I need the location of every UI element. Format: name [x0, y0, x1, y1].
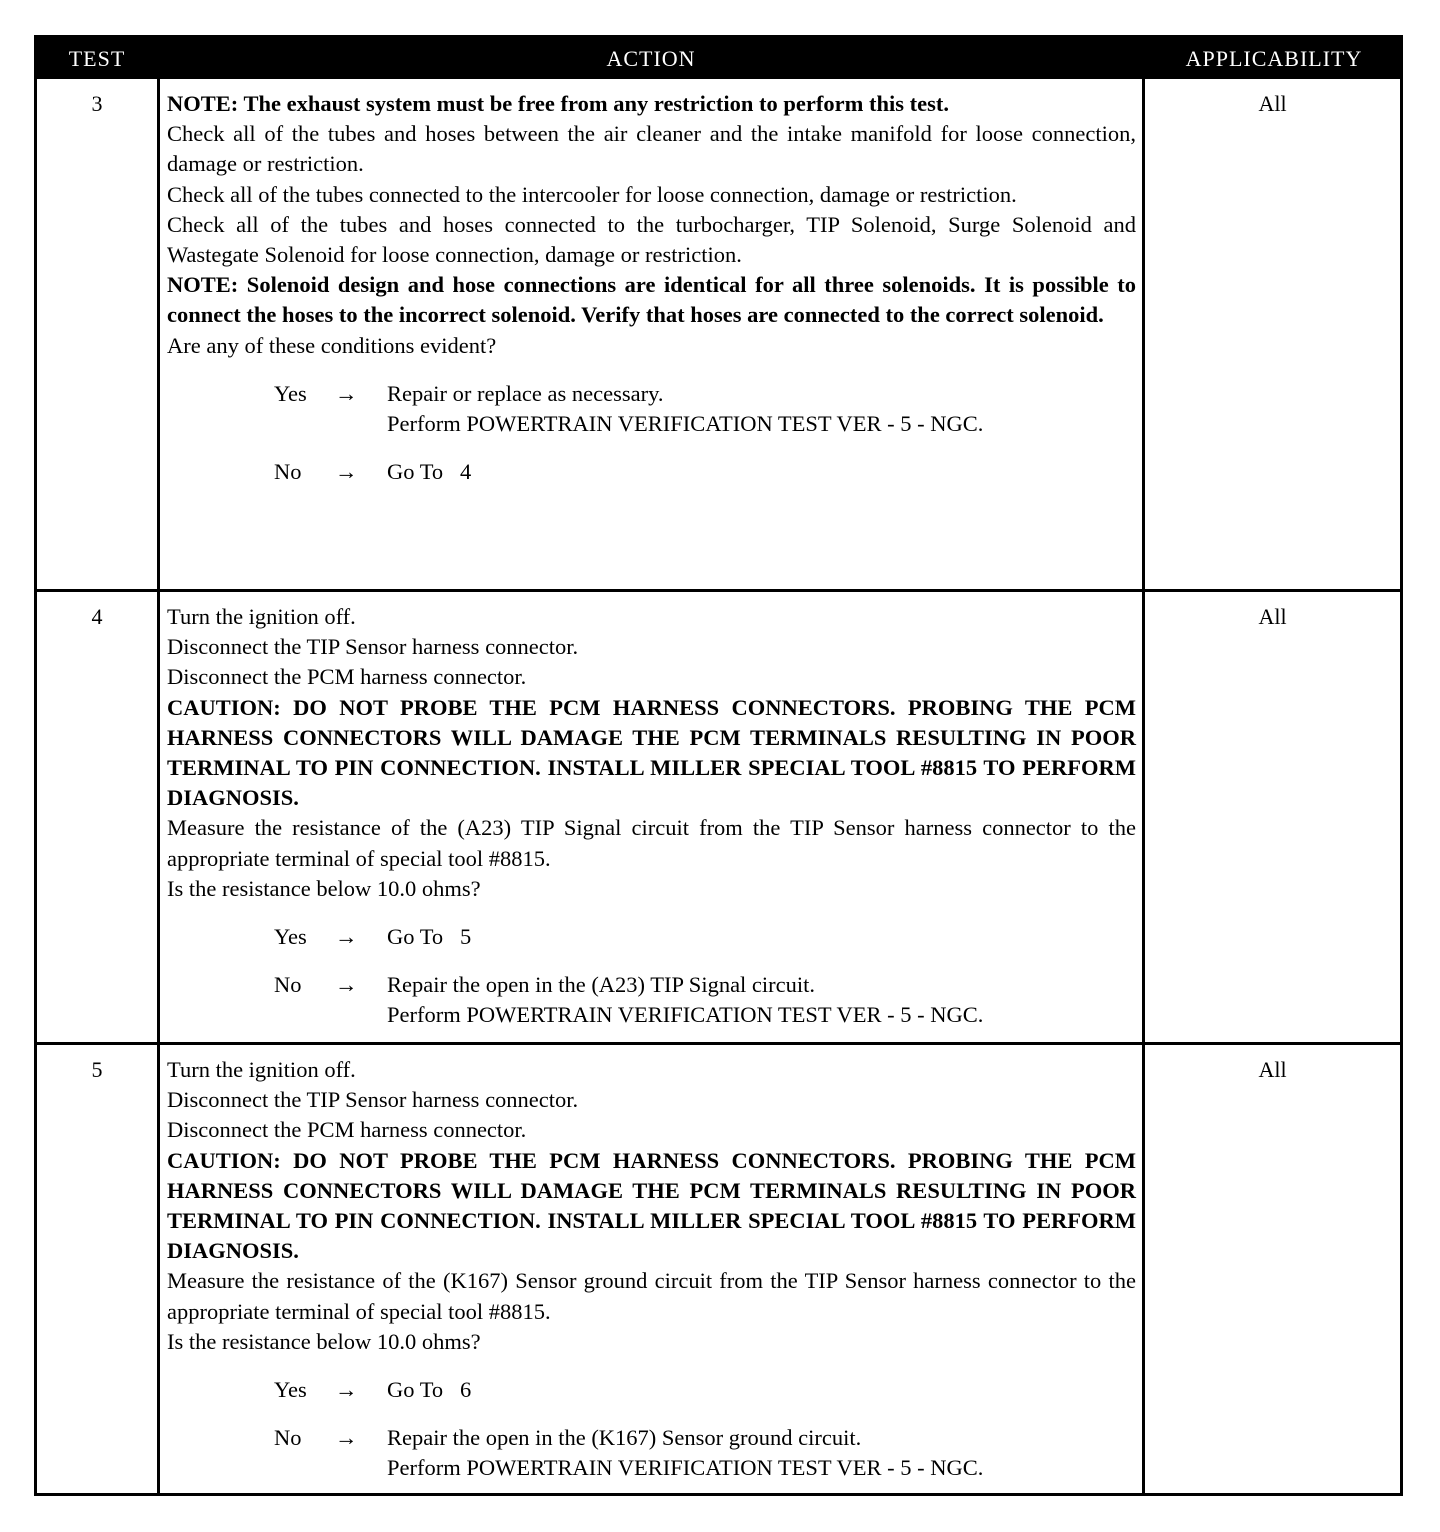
- outcome-text: Perform POWERTRAIN VERIFICATION TEST VER - 5 - NGC.: [387, 1455, 984, 1481]
- outcome-text: Perform POWERTRAIN VERIFICATION TEST VER - 5 - NGC.: [387, 1002, 984, 1028]
- outcome-no: [167, 1423, 1136, 1483]
- instruction-text: Turn the ignition off.: [167, 1057, 356, 1082]
- table-row: [37, 79, 1400, 589]
- instruction-text: Check all of the tubes and hoses between the air cleaner and the intake manifold for loose connection, damage or restriction.: [167, 121, 1136, 177]
- outcome-label: No: [274, 459, 302, 485]
- outcome-yes: [167, 922, 1136, 952]
- header-applicability: APPLICABILITY: [1185, 46, 1363, 71]
- instruction-text: Disconnect the PCM harness connector.: [167, 664, 527, 690]
- test-number: 5: [91, 1057, 103, 1082]
- instruction-text: Is the resistance below 10.0 ohms?: [167, 875, 481, 901]
- instruction-text: Turn the ignition off.: [167, 604, 356, 629]
- instruction-text: Disconnect the TIP Sensor harness connector.: [167, 634, 579, 660]
- outcome-text: Go To 4: [387, 459, 472, 485]
- outcome-text: Repair or replace as necessary.: [387, 380, 664, 406]
- outcome-text: Repair the open in the (A23) TIP Signal circuit.: [387, 972, 816, 998]
- table-header: [37, 38, 1400, 79]
- note-text: CAUTION: DO NOT PROBE THE PCM HARNESS CONNECTORS. PROBING THE PCM HARNESS CONNECTORS WILL DAMAGE THE PCM TERMINALS RESULTING IN POOR TERMINAL TO PIN CONNECTION. INSTALL MILLER SPECIAL TOOL #8815 TO PERFORM DIAGNOSIS.: [167, 1147, 1136, 1264]
- table-row: [37, 589, 1400, 1042]
- header-test: TEST: [68, 46, 126, 71]
- arrow-right-icon: →: [335, 1425, 358, 1451]
- table-row: [37, 1042, 1400, 1493]
- arrow-right-icon: →: [335, 924, 358, 950]
- applicability-value: All: [1258, 1057, 1287, 1082]
- outcome-text: Go To 5: [387, 924, 472, 950]
- header-action: ACTION: [606, 46, 696, 71]
- outcome-label: Yes: [274, 1377, 307, 1403]
- instruction-text: Disconnect the PCM harness connector.: [167, 1117, 527, 1143]
- outcome-yes: [167, 379, 1136, 439]
- outcome-text: Repair the open in the (K167) Sensor ground circuit.: [387, 1425, 862, 1451]
- instruction-text: Check all of the tubes connected to the intercooler for loose connection, damage or restriction.: [167, 181, 1017, 207]
- test-number: 3: [91, 91, 103, 116]
- action-cell: [157, 79, 1145, 589]
- outcome-text: Go To 6: [387, 1377, 472, 1403]
- outcome-yes: [167, 1375, 1136, 1405]
- outcome-label: Yes: [274, 380, 307, 406]
- action-cell: [157, 592, 1145, 1042]
- outcome-label: No: [274, 1425, 302, 1451]
- instruction-text: Measure the resistance of the (K167) Sensor ground circuit from the TIP Sensor harness connector to the appropriate terminal of special tool #8815.: [167, 1268, 1136, 1324]
- test-number: 4: [91, 604, 103, 629]
- applicability-value: All: [1258, 604, 1287, 629]
- instruction-text: Are any of these conditions evident?: [167, 332, 497, 358]
- outcome-text: Perform POWERTRAIN VERIFICATION TEST VER - 5 - NGC.: [387, 411, 984, 437]
- note-text: NOTE: The exhaust system must be free from any restriction to perform this test.: [167, 91, 949, 116]
- outcome-no: [167, 457, 1136, 487]
- arrow-right-icon: →: [335, 459, 358, 485]
- instruction-text: Is the resistance below 10.0 ohms?: [167, 1328, 481, 1354]
- action-cell: [157, 1045, 1145, 1493]
- applicability-value: All: [1258, 91, 1287, 116]
- outcome-no: [167, 970, 1136, 1030]
- instruction-text: Disconnect the TIP Sensor harness connector.: [167, 1087, 579, 1113]
- outcome-label: Yes: [274, 924, 307, 950]
- arrow-right-icon: →: [335, 1377, 358, 1403]
- arrow-right-icon: →: [335, 380, 358, 406]
- instruction-text: Check all of the tubes and hoses connected to the turbocharger, TIP Solenoid, Surge Solenoid and Wastegate Solenoid for loose connection, damage or restriction.: [167, 211, 1136, 268]
- note-text: NOTE: Solenoid design and hose connections are identical for all three solenoids. It is possible to connect the hoses to the incorrect solenoid. Verify that hoses are connected to the correct solenoid.: [167, 272, 1136, 328]
- instruction-text: Measure the resistance of the (A23) TIP Signal circuit from the TIP Sensor harness connector to the appropriate terminal of special tool #8815.: [167, 815, 1136, 871]
- note-text: CAUTION: DO NOT PROBE THE PCM HARNESS CONNECTORS. PROBING THE PCM HARNESS CONNECTORS WILL DAMAGE THE PCM TERMINALS RESULTING IN POOR TERMINAL TO PIN CONNECTION. INSTALL MILLER SPECIAL TOOL #8815 TO PERFORM DIAGNOSIS.: [167, 694, 1136, 811]
- arrow-right-icon: →: [335, 972, 358, 998]
- outcome-label: No: [274, 972, 302, 998]
- diagnostic-table: [34, 35, 1403, 1496]
